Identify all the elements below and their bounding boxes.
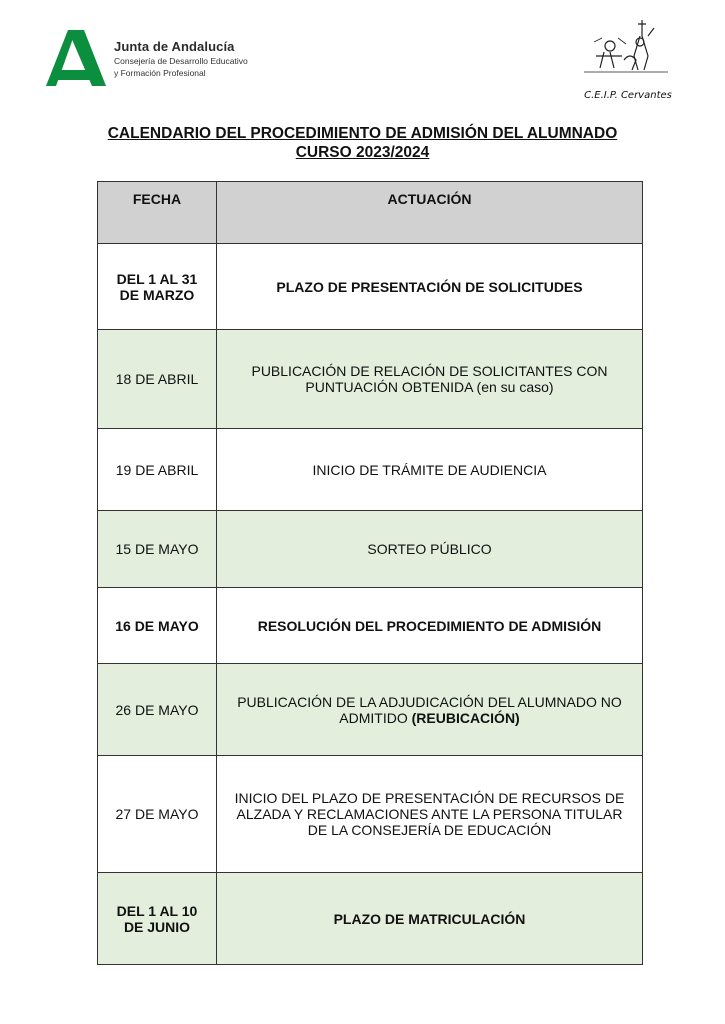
admission-calendar-table	[97, 181, 643, 965]
row-fecha: 18 DE ABRIL	[98, 330, 217, 429]
junta-logo	[46, 30, 248, 86]
row-actuacion: RESOLUCIÓN DEL PROCEDIMIENTO DE ADMISIÓN	[217, 588, 643, 664]
table-row	[98, 588, 643, 664]
row-fecha: 26 DE MAYO	[98, 664, 217, 756]
row-fecha: 15 DE MAYO	[98, 511, 217, 588]
row-actuacion	[217, 664, 643, 756]
table-row	[98, 511, 643, 588]
school-name: C.E.I.P. Cervantes	[584, 90, 672, 101]
row-actuacion-bold: (REUBICACIÓN)	[411, 709, 520, 726]
title-line-1: CALENDARIO DEL PROCEDIMIENTO DE ADMISIÓN DEL ALUMNADO	[107, 125, 618, 142]
junta-andalucia-logo-icon	[46, 30, 106, 86]
table-row	[98, 429, 643, 511]
row-fecha: DEL 1 AL 10 DE JUNIO	[98, 873, 217, 965]
org-title: Junta de Andalucía	[114, 38, 235, 54]
row-fecha: 16 DE MAYO	[98, 588, 217, 664]
table-row	[98, 330, 643, 429]
org-subtitle-1: Consejería de Desarrollo Educativo	[114, 55, 248, 66]
row-fecha: DEL 1 AL 31 DE MARZO	[98, 244, 217, 330]
table-row	[98, 873, 643, 965]
table-header-row	[98, 182, 643, 244]
header-actuacion: ACTUACIÓN	[217, 182, 643, 244]
school-logo	[578, 16, 678, 106]
header-fecha: FECHA	[98, 182, 217, 244]
row-fecha: 27 DE MAYO	[98, 756, 217, 873]
row-actuacion: PLAZO DE MATRICULACIÓN	[217, 873, 643, 965]
row-fecha: 19 DE ABRIL	[98, 429, 217, 511]
row-actuacion: INICIO DEL PLAZO DE PRESENTACIÓN DE RECURSOS DE ALZADA Y RECLAMACIONES ANTE LA PERSONA TITULAR DE LA CONSEJERÍA DE EDUCACIÓN	[217, 756, 643, 873]
row-actuacion-text: PUBLICACIÓN DE LA ADJUDICACIÓN DEL ALUMNADO NO ADMITIDO	[237, 693, 622, 726]
page-title	[0, 124, 725, 162]
row-actuacion: PUBLICACIÓN DE RELACIÓN DE SOLICITANTES CON PUNTUACIÓN OBTENIDA (en su caso)	[217, 330, 643, 429]
table-row	[98, 664, 643, 756]
table-row	[98, 756, 643, 873]
table-row	[98, 244, 643, 330]
row-actuacion: INICIO DE TRÁMITE DE AUDIENCIA	[217, 429, 643, 511]
title-line-2: CURSO 2023/2024	[295, 144, 430, 161]
row-actuacion: SORTEO PÚBLICO	[217, 511, 643, 588]
don-quijote-sketch-icon	[582, 16, 674, 76]
row-actuacion: PLAZO DE PRESENTACIÓN DE SOLICITUDES	[217, 244, 643, 330]
org-subtitle-2: y Formación Profesional	[114, 67, 206, 78]
